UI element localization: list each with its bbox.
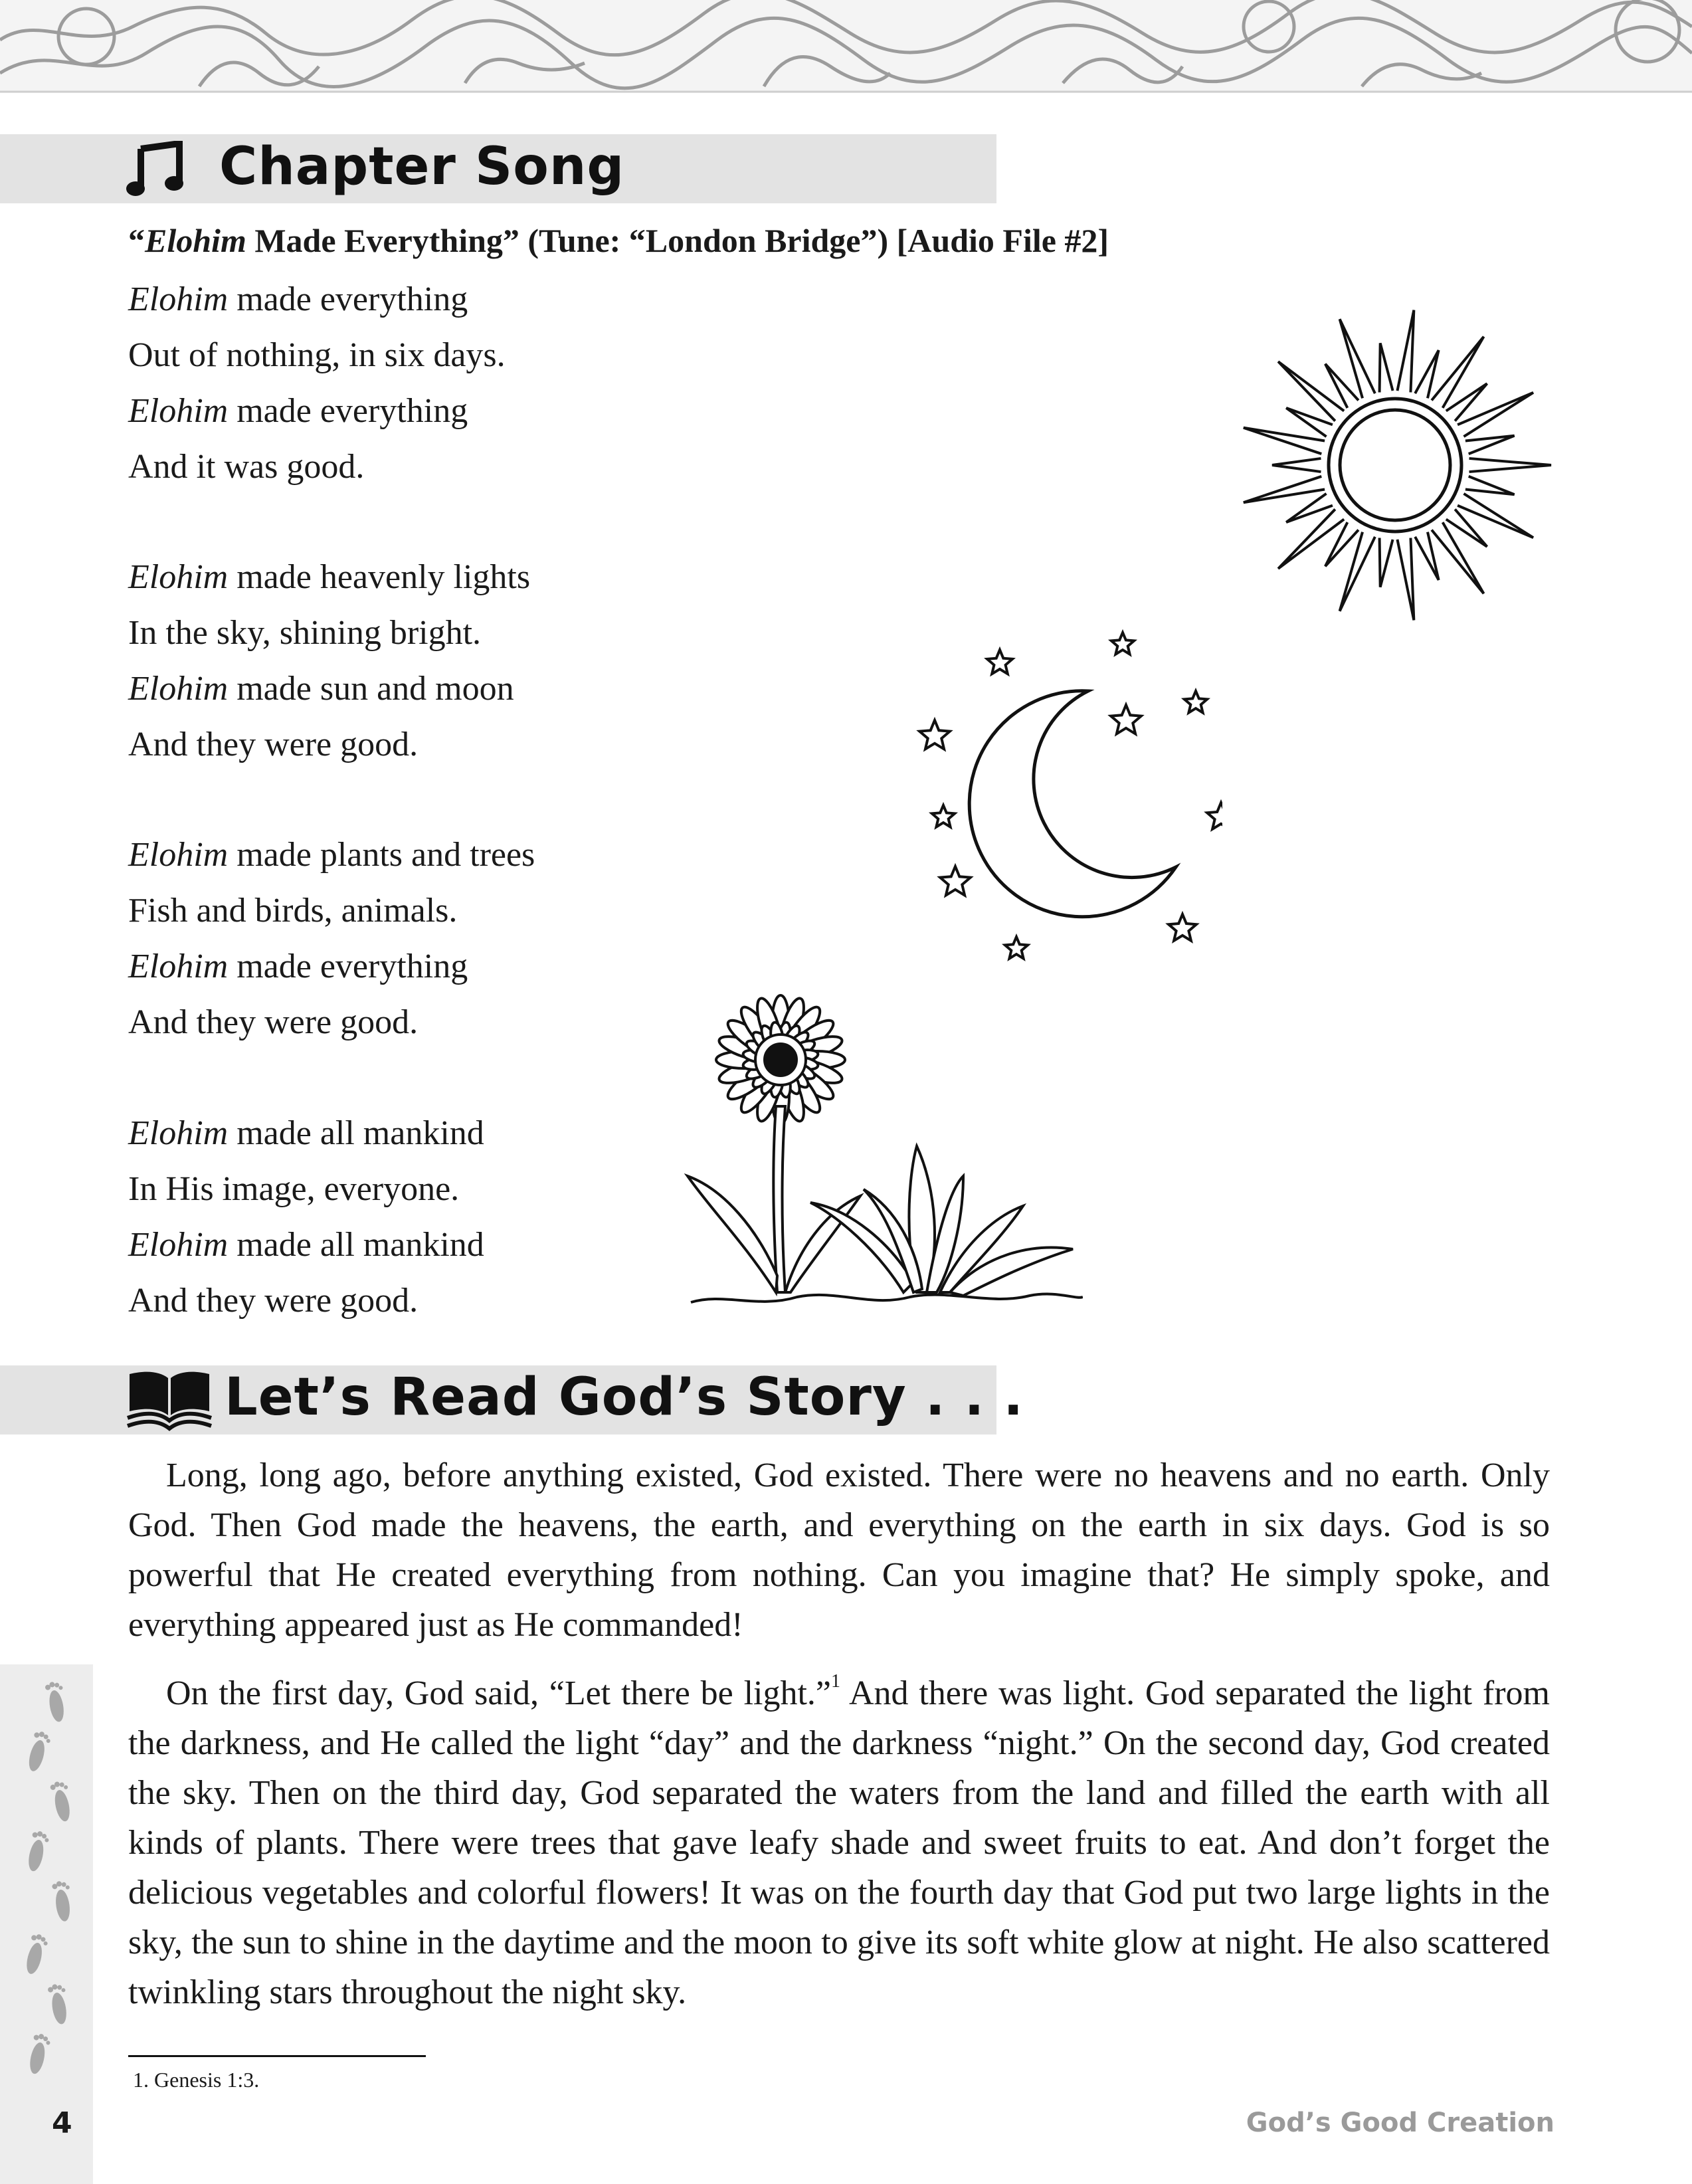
lyric-line: And they were good.: [128, 1282, 419, 1320]
footprint: [45, 1680, 68, 1724]
star-icon: [1169, 914, 1196, 941]
moon-and-stars-illustration: [903, 625, 1222, 970]
page-number: 4: [52, 2106, 72, 2140]
music-note-icon: [126, 141, 183, 198]
story-paragraph-2: On the first day, God said, “Let there be light.”$^1$ And there was light. God separated the light from the darkness, and He called the light “day” and the darkness “night.” On the second day, God created the sky. Then on the third day, God separated the waters from the land and filled the earth with all kinds of plants. There were trees that gave leafy shade and sweet fruits to eat. And don’t forget the delicious vegetables and colorful flowers! It was on the fourth day that God put two large lights in the sky, the sun to shine in the daytime and the moon to give its soft white glow at night. He also scattered twinkling stars throughout the night sky.: [128, 1671, 1551, 2011]
sun-ray: [1244, 428, 1325, 454]
star-icon: [1207, 803, 1222, 829]
sun-illustration: [1236, 306, 1554, 625]
sun-ray: [1272, 458, 1321, 472]
sun-ray: [1380, 538, 1393, 587]
footnote: 1. Genesis 1:3.: [133, 2068, 260, 2092]
flower-and-plants-illustration: [684, 990, 1083, 1316]
story-title: Let’s Read God’s Story . . .: [225, 1367, 1024, 1427]
star-icon: [1184, 691, 1207, 713]
sun-ray: [1465, 436, 1515, 454]
footprint: [27, 2033, 52, 2076]
star-icon: [1111, 705, 1141, 734]
open-book-icon: [126, 1369, 213, 1432]
footprint: [49, 1780, 74, 1823]
verse-2: [128, 549, 530, 773]
lyric-line: Elohim made plants and trees: [128, 836, 535, 874]
sun-ray: [1415, 350, 1438, 398]
footprint: [25, 1830, 50, 1873]
sun-ray: [1465, 476, 1515, 494]
verse-4: [128, 1106, 484, 1329]
lyric-line: Elohim made everything: [128, 947, 468, 985]
lyric-line: And they were good.: [128, 726, 419, 763]
sun-ray: [1469, 458, 1551, 472]
sun-ray: [1415, 532, 1438, 580]
lyric-line: Elohim made everything: [128, 392, 468, 430]
lyric-line: Out of nothing, in six days.: [128, 336, 506, 374]
footprint: [47, 1983, 71, 2026]
footprint: [23, 1933, 49, 1976]
decorative-top-border: [0, 0, 1692, 93]
star-icon: [987, 650, 1012, 674]
story-paragraph-1: Long, long ago, before anything existed, God existed. There were no heavens and no earth. Only God. Then God made the heavens, the earth, and everything on the earth in six days. God is so powerful that He created everything from nothing. Can you imagine that? He simply spoke, and everything appeared just as He commanded!: [128, 1456, 1550, 1644]
star-icon: [1005, 937, 1028, 959]
lyric-line: In the sky, shining bright.: [128, 614, 482, 652]
star-icon: [1111, 633, 1134, 654]
footprint: [51, 1880, 74, 1922]
star-icon: [932, 805, 955, 827]
chapter-song-title: Chapter Song: [219, 137, 625, 197]
sun-ray: [1397, 310, 1414, 393]
running-title: God’s Good Creation: [1246, 2108, 1554, 2138]
lyric-line: In His image, everyone.: [128, 1170, 460, 1208]
lyric-line: Fish and birds, animals.: [128, 892, 458, 930]
lyric-line: Elohim made sun and moon: [128, 670, 514, 708]
lyric-line: Elohim made all mankind: [128, 1226, 484, 1264]
star-icon: [940, 866, 971, 895]
sun-ray: [1278, 509, 1344, 568]
sun-ray: [1380, 343, 1393, 392]
song-title: “Elohim Made Everything” (Tune: “London Bridge”) [Audio File #2]: [128, 222, 1109, 259]
lyric-line: And it was good.: [128, 448, 365, 486]
lyric-line: And they were good.: [128, 1003, 419, 1041]
footprints-icon: [13, 1674, 86, 2100]
verse-1: [128, 272, 506, 495]
lyric-line: Elohim made everything: [128, 280, 468, 318]
verse-3: [128, 827, 535, 1050]
lyric-line: Elohim made heavenly lights: [128, 558, 531, 596]
sun-ray: [1244, 476, 1325, 502]
sun-ray: [1278, 361, 1344, 421]
footnote-reference[interactable]: 1: [831, 1671, 841, 1692]
lyric-line: Elohim made all mankind: [128, 1114, 484, 1152]
footnote-divider: [128, 2055, 426, 2057]
star-icon: [919, 720, 950, 749]
sun-ray: [1397, 538, 1414, 621]
footprint: [25, 1730, 52, 1774]
